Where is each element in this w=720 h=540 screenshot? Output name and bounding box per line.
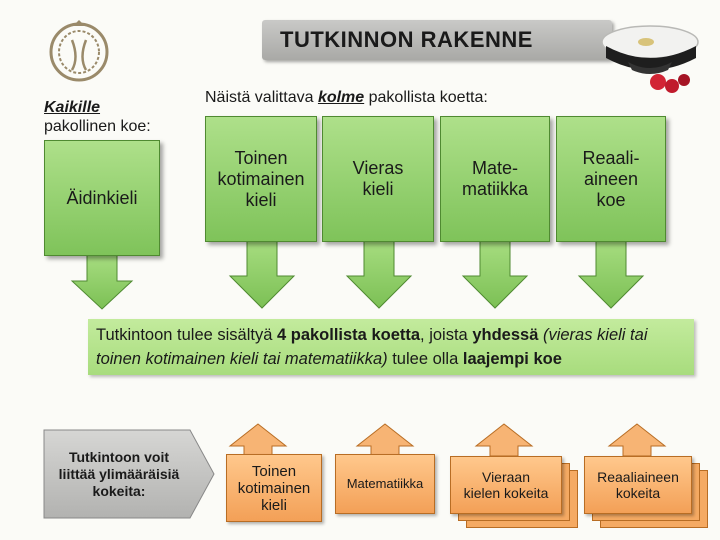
line: Vieras bbox=[352, 158, 404, 178]
line: Reaaliaineen bbox=[597, 469, 679, 485]
extra-exam-toinen-kotimainen bbox=[226, 454, 322, 522]
line: kieli bbox=[261, 496, 287, 514]
summary-bold: yhdessä bbox=[472, 326, 539, 344]
line: kieli bbox=[245, 189, 277, 210]
line: kieli bbox=[362, 179, 394, 199]
arrow-up-reaaliaine bbox=[609, 424, 665, 456]
line: koe bbox=[596, 189, 626, 210]
line: Mate- bbox=[471, 158, 518, 178]
choice-header-before: Näistä valittava bbox=[205, 89, 318, 106]
line: liittää ylimääräisiä bbox=[58, 465, 180, 482]
summary-text: tulee olla bbox=[387, 350, 463, 368]
line: matiikka bbox=[461, 179, 528, 199]
line: aineen bbox=[583, 168, 639, 189]
line: Tutkintoon voit bbox=[68, 448, 170, 465]
page-title: TUTKINNON RAKENNE bbox=[262, 20, 612, 60]
arrow-up-matematiikka bbox=[357, 424, 413, 456]
line: kotimainen bbox=[237, 479, 311, 497]
arrow-up-toinen bbox=[230, 424, 286, 456]
summary-text: , joista bbox=[420, 326, 473, 344]
line: kokeita bbox=[615, 485, 661, 501]
line: kokeita: bbox=[92, 482, 146, 499]
extra-exam-reaaliaine bbox=[584, 456, 692, 514]
line: kotimainen bbox=[217, 168, 305, 189]
extra-exam-vieraan-kielen bbox=[450, 456, 562, 514]
line: Reaali- bbox=[582, 147, 640, 168]
line: Toinen bbox=[234, 147, 288, 168]
line: Toinen bbox=[251, 462, 297, 480]
summary-bold: laajempi koe bbox=[462, 350, 562, 368]
choice-header-emphasis: kolme bbox=[317, 89, 365, 106]
mandatory-header-rest: pakollinen koe: bbox=[44, 118, 151, 135]
mandatory-box: Äidinkieli bbox=[44, 140, 160, 256]
line: kielen kokeita bbox=[463, 485, 549, 501]
mandatory-header-emphasis: Kaikille bbox=[44, 99, 101, 116]
arrow-up-vieraan bbox=[476, 424, 532, 456]
choice-header-after: pakollista koetta: bbox=[364, 89, 488, 106]
summary-text: Tutkintoon tulee sisältyä bbox=[96, 326, 277, 344]
line: Vieraan bbox=[481, 469, 530, 485]
extra-exam-matematiikka: Matematiikka bbox=[335, 454, 435, 514]
summary-italic: (vieras kieli tai toinen kotimainen kieli tai matematiikka) bbox=[96, 326, 648, 368]
summary-bold: 4 pakollista koetta bbox=[276, 326, 421, 344]
